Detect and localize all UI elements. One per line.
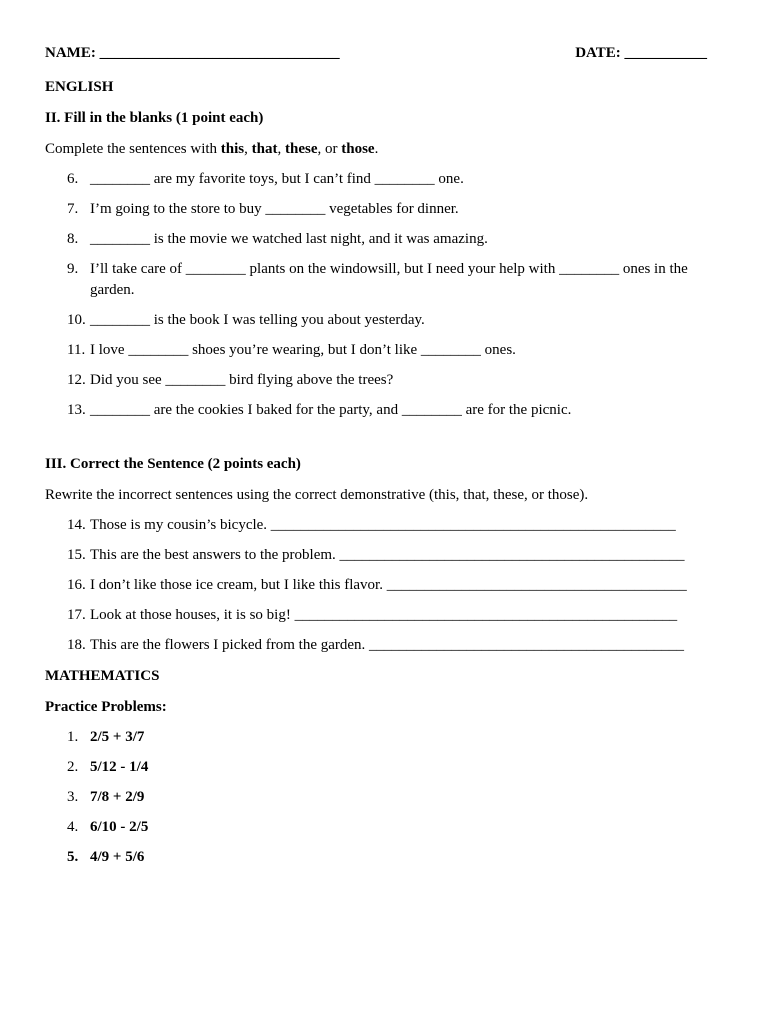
word-these: these	[284, 141, 318, 157]
section3-title: III. Correct the Sentence (2 points each)	[45, 456, 301, 472]
problem-text: 4/9 + 5/6	[90, 849, 145, 865]
fill-blanks-list	[45, 169, 707, 421]
separator: , or	[317, 141, 342, 157]
question-text[interactable]: Did you see ________ bird flying above the trees?	[90, 372, 394, 388]
list-item	[45, 575, 707, 596]
worksheet-page	[45, 45, 707, 868]
question-text[interactable]: I don’t like those ice cream, but I like this flavor. ________________________________________	[90, 577, 687, 593]
section2-instruction	[45, 138, 707, 160]
word-those: those	[341, 141, 375, 157]
instruction-suffix: .	[374, 141, 379, 157]
question-text[interactable]: I love ________ shoes you’re wearing, but I don’t like ________ ones.	[90, 342, 516, 358]
question-number: 12.	[67, 372, 86, 388]
problem-number: 2.	[67, 759, 79, 775]
separator: ,	[244, 141, 252, 157]
question-number: 16.	[67, 577, 86, 593]
list-item	[45, 259, 707, 301]
question-number: 10.	[67, 312, 86, 328]
name-field[interactable]: NAME: ________________________________	[45, 45, 340, 61]
word-that: that	[251, 141, 278, 157]
instruction-prefix: Complete the sentences with	[45, 141, 221, 157]
list-item	[45, 199, 707, 220]
question-number: 7.	[67, 201, 79, 217]
list-item	[45, 757, 707, 778]
list-item	[45, 847, 707, 868]
list-item	[45, 635, 707, 656]
question-text[interactable]: I’ll take care of ________ plants on the windowsill, but I need your help with ________ ones in the garden.	[90, 261, 688, 298]
question-number: 13.	[67, 402, 86, 418]
word-this: this	[220, 141, 245, 157]
question-number: 11.	[67, 342, 86, 358]
section2-title: II. Fill in the blanks (1 point each)	[45, 110, 264, 126]
problem-text: 6/10 - 2/5	[90, 819, 149, 835]
question-text[interactable]: ________ are my favorite toys, but I can’t find ________ one.	[90, 171, 464, 187]
question-text[interactable]: ________ are the cookies I baked for the party, and ________ are for the picnic.	[90, 402, 572, 418]
list-item	[45, 787, 707, 808]
question-number: 8.	[67, 231, 79, 247]
question-text[interactable]: Look at those houses, it is so big! ___________________________________________________	[90, 607, 678, 623]
question-number: 17.	[67, 607, 86, 623]
list-item	[45, 370, 707, 391]
question-text[interactable]: ________ is the movie we watched last night, and it was amazing.	[90, 231, 488, 247]
problem-text: 2/5 + 3/7	[90, 729, 145, 745]
question-text[interactable]: ________ is the book I was telling you about yesterday.	[90, 312, 425, 328]
list-item	[45, 817, 707, 838]
problem-number: 3.	[67, 789, 79, 805]
list-item	[45, 229, 707, 250]
mathematics-heading: MATHEMATICS	[45, 668, 160, 684]
math-problems-list	[45, 727, 707, 868]
question-text[interactable]: This are the best answers to the problem. ______________________________________________	[90, 547, 685, 563]
practice-problems-title: Practice Problems:	[45, 699, 167, 715]
question-text[interactable]: Those is my cousin’s bicycle. ______________________________________________________	[90, 517, 676, 533]
section3-instruction: Rewrite the incorrect sentences using the correct demonstrative (this, that, these, or those).	[45, 487, 589, 503]
problem-number: 4.	[67, 819, 79, 835]
question-number: 18.	[67, 637, 86, 653]
list-item	[45, 340, 707, 361]
list-item	[45, 727, 707, 748]
list-item	[45, 400, 707, 421]
list-item	[45, 169, 707, 190]
problem-text: 7/8 + 2/9	[90, 789, 145, 805]
date-field[interactable]: DATE: ___________	[575, 45, 707, 61]
question-text[interactable]: I’m going to the store to buy ________ vegetables for dinner.	[90, 201, 459, 217]
question-text[interactable]: This are the flowers I picked from the garden. __________________________________________	[90, 637, 685, 653]
question-number: 14.	[67, 517, 86, 533]
separator: ,	[277, 141, 285, 157]
question-number: 9.	[67, 261, 79, 277]
list-item	[45, 310, 707, 331]
problem-text: 5/12 - 1/4	[90, 759, 149, 775]
question-number: 6.	[67, 171, 79, 187]
correct-sentence-list	[45, 515, 707, 656]
problem-number: 5.	[67, 849, 79, 865]
list-item	[45, 545, 707, 566]
header-row	[45, 45, 707, 67]
problem-number: 1.	[67, 729, 79, 745]
question-number: 15.	[67, 547, 86, 563]
list-item	[45, 515, 707, 536]
list-item	[45, 605, 707, 626]
english-heading: ENGLISH	[45, 79, 114, 95]
